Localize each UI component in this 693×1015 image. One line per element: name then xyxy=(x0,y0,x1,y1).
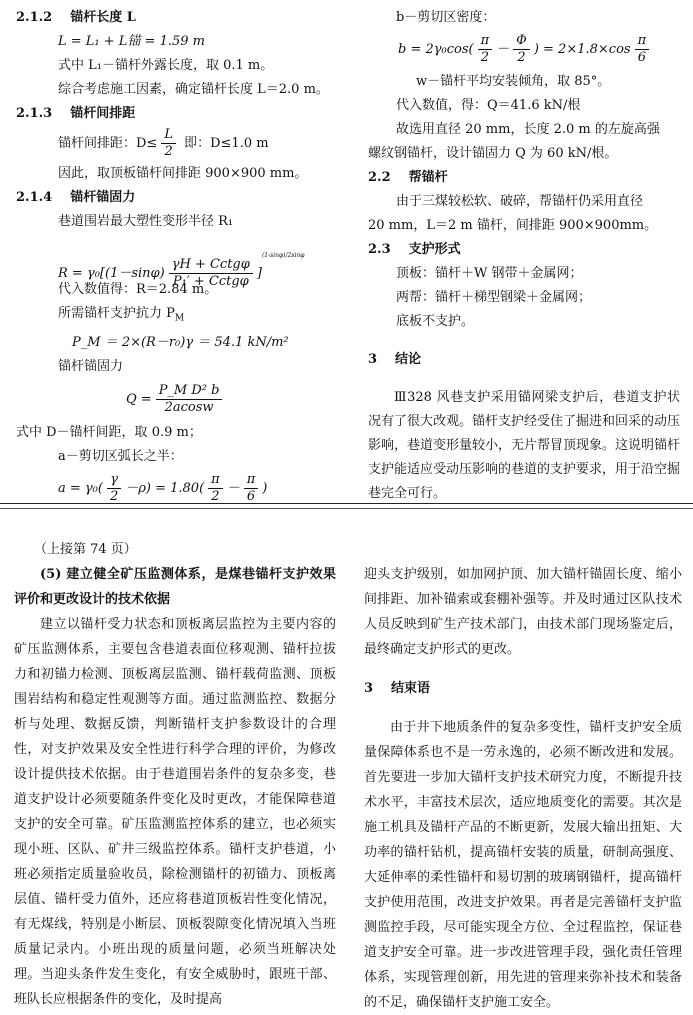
formula-text: － xyxy=(496,42,510,57)
top-left-column xyxy=(16,6,336,509)
fraction xyxy=(244,472,259,505)
section-number: 2.1.3 xyxy=(16,106,53,121)
fraction-numerator: L xyxy=(161,127,176,144)
section-number: 2.1.4 xyxy=(16,190,53,205)
pm-subscript: M xyxy=(174,313,185,324)
formula-radius xyxy=(16,234,336,289)
text-line xyxy=(16,302,336,331)
fraction-numerator: P_M D² b xyxy=(156,383,223,400)
section-title: 结论 xyxy=(395,352,422,367)
text-line: 20 mm，L＝2 m 锚杆，间排距 900×900mm。 xyxy=(368,218,658,233)
fraction-numerator: Φ xyxy=(513,33,530,50)
fraction-denominator: 2 xyxy=(211,488,220,504)
value-line: 代入数值，得：Q＝41.6 kN/根 xyxy=(396,98,581,113)
formula-length: L = L₁ + L锚 = 1.59 m xyxy=(58,34,205,49)
item-heading: (5) 建立健全矿压监测体系，是煤巷锚杆支护效果评价和更改设计的技术依据 xyxy=(14,567,336,607)
section-number: 2.3 xyxy=(368,242,391,257)
fraction xyxy=(513,33,530,66)
definition-line: a－剪切区弧长之半： xyxy=(58,448,183,464)
section-number: 3 xyxy=(368,352,378,367)
support-sides: 两帮：锚杆＋梯型钢梁＋金属网； xyxy=(396,290,592,305)
support-floor: 底板不支护。 xyxy=(396,314,475,329)
section-title: 帮锚杆 xyxy=(408,170,448,185)
continuation-note: （上接第 74 页） xyxy=(34,542,137,557)
text-line: 由于三煤较松软、破碎，帮锚杆仍采用直径 xyxy=(396,194,644,209)
fraction-numerator: γ xyxy=(107,472,121,489)
section-number: 3 xyxy=(364,681,374,696)
definition-line: b－剪切区密度： xyxy=(396,10,496,25)
article-divider-thin xyxy=(0,508,693,509)
section-heading xyxy=(368,238,680,262)
fraction-denominator: 2 xyxy=(109,488,119,504)
section-heading xyxy=(16,102,336,126)
formula-text: － xyxy=(226,480,240,496)
article-divider xyxy=(0,503,693,504)
body-paragraph: 建立以锚杆受力状态和顶板离层监控为主要内容的矿压监测体系，主要包含巷道表面位移观测、锚杆拉拔力和初锚力检测、顶板离层监测、锚杆载荷监测、顶板围岩结构和稳定性观测等方面。通过监测监控、数据分析与处理、数据反馈，判断锚杆支护参数设计的合理性，对支护效果及安全性进行科学合理的评价，为修改设计提供技术依据。由于巷道围岩条件的复杂多变，巷道支护设计必须要随条件变化及时更改，才能保障巷道支护的安全可靠。矿压监测监控体系的建立，也必须实现小班、区队、矿井三级监控体系。锚杆支护巷道，小班必须指定质量验收员，除检测锚杆的初锚力、顶板离层值、锚杆受力值外，还应将巷道顶板岩性变化情况，有无煤线，特别是小断层、顶板裂隙变化情况填入当班质量记录内。小班出现的质量问题，必须当班解决处理。当迎头条件发生变化，有安全威胁时，跟班干部、班队长应根据条件的变化，及时提高 xyxy=(14,617,336,1007)
section-heading xyxy=(16,6,336,30)
conclusion-line: 综合考虑施工因素，确定锚杆长度 L＝2.0 m。 xyxy=(58,82,329,97)
support-roof: 顶板：锚杆＋W 钢带＋金属网； xyxy=(396,266,583,281)
fraction xyxy=(635,33,650,66)
fraction-numerator: π xyxy=(244,472,259,489)
section-title: 锚杆间排距 xyxy=(70,106,136,121)
formula-b xyxy=(368,30,680,70)
section-number: 2.2 xyxy=(368,170,391,185)
formula-spacing xyxy=(16,126,336,162)
formula-text: 锚杆间排距：D≤ xyxy=(58,136,158,151)
formula-q xyxy=(16,379,336,421)
fraction-denominator: P₁′ + Cctgφ xyxy=(172,274,249,289)
body-paragraph: 迎头支护级别，如加网护顶、加大锚杆锚固长度、缩小间排距、加补锚索或套棚补强等。并及时通过区队技术人员反映到矿生产技术部门，由技术部门现场鉴定后，最终确定支护形式的更改。 xyxy=(364,567,682,657)
value-line: 代入数值得：R＝2.84 m。 xyxy=(58,282,218,297)
text-line: 锚杆锚固力 xyxy=(58,358,124,374)
exponent: (1-sinφ)/2sinφ xyxy=(261,252,305,259)
fraction-denominator: 2 xyxy=(517,50,526,65)
text-line: 巷道围岩最大塑性变形半径 R₁ xyxy=(58,214,234,229)
fraction-denominator: 2 xyxy=(480,50,489,65)
fraction-denominator: 6 xyxy=(246,488,256,504)
fraction-denominator: 2 xyxy=(164,144,173,159)
fraction xyxy=(107,472,121,505)
formula-text: ) = 2×1.8×cos xyxy=(533,42,631,57)
definition-line: 式中 L₁－锚杆外露长度，取 0.1 m。 xyxy=(58,58,274,73)
section-heading xyxy=(16,186,336,210)
fraction xyxy=(161,127,176,160)
section-number: 2.1.2 xyxy=(16,10,53,25)
formula-text: Q = xyxy=(126,391,152,407)
formula-pm: P_M ＝ 2×(R－r₀)γ ＝ 54.1 kN/m² xyxy=(72,334,289,350)
top-right-column xyxy=(368,6,680,506)
conclusion-paragraph: Ⅲ328 风巷支护采用锚网梁支护后，巷道支护状况有了很大改观。锚杆支护经受住了掘进和回采的动压影响，巷道变形量较小，无片帮冒顶现象。这说明锚杆支护能适应受动压影响的巷道的支护要求，用于沿空掘巷完全可行。 xyxy=(368,390,681,501)
section-title: 锚杆锚固力 xyxy=(70,190,136,205)
fraction xyxy=(208,472,223,505)
formula-text: R = γ₀[(1－sinφ) xyxy=(58,266,165,281)
fraction-denominator: 6 xyxy=(637,50,646,65)
formula-text: ) xyxy=(262,480,268,496)
formula-text: ] xyxy=(256,266,262,281)
conclusion-line: 因此，取顶板锚杆间排距 900×900 mm。 xyxy=(58,166,308,181)
formula-text: －ρ) = 1.80( xyxy=(125,480,205,496)
fraction-numerator: γH + Cctgφ xyxy=(169,257,253,274)
fraction-numerator: π xyxy=(478,33,493,50)
section-heading xyxy=(364,676,682,701)
text-line: 螺纹钢锚杆，设计锚固力 Q 为 60 kN/根。 xyxy=(368,146,618,161)
definition-line: w－锚杆平均安装倾角，取 85°。 xyxy=(416,74,611,89)
fraction-numerator: π xyxy=(635,33,650,50)
formula-text: a = γ₀( xyxy=(58,480,103,496)
fraction-numerator: π xyxy=(208,472,223,489)
bottom-left-column xyxy=(14,537,336,1012)
section-title: 支护形式 xyxy=(408,242,461,257)
pm-text: 所需锚杆支护抗力 P xyxy=(58,306,175,321)
section-heading xyxy=(368,348,680,372)
section-heading xyxy=(368,166,680,190)
fraction-denominator: 2acosw xyxy=(164,399,214,415)
bottom-right-column xyxy=(364,562,682,1015)
fraction xyxy=(478,33,493,66)
text-line: 故选用直径 20 mm，长度 2.0 m 的左旋高强 xyxy=(396,122,660,137)
section-title: 结束语 xyxy=(391,681,431,696)
fraction xyxy=(156,383,223,416)
formula-text: 即：D≤1.0 m xyxy=(179,136,269,151)
formula-text: b = 2γ₀cos( xyxy=(398,42,474,57)
definition-line: 式中 D－锚杆间距，取 0.9 m； xyxy=(16,424,202,440)
body-paragraph: 由于井下地质条件的复杂多变性，锚杆支护安全质量保障体系也不是一劳永逸的，必须不断改进和发展。首先要进一步加大锚杆支护技术研究力度，不断提升技术水平，丰富技术层次，适应地质变化的需要。其次是施工机具及锚杆产品的不断更新，发展大输出扭矩、大功率的锚杆钻机，提高锚杆安装的质量，研制高强度、大延伸率的柔性锚杆和易切割的玻璃钢锚杆，提高锚杆支护使用范围，改进支护效果。再者是完善锚杆支护监测监控手段，尽可能实现全方位、全过程监控，保证巷道支护安全可靠。进一步改进管理手段，强化责任管理体系，实现管理创新，用先进的管理来弥补技术和装备的不足，确保锚杆支护施工安全。 xyxy=(364,720,682,1010)
section-title: 锚杆长度 L xyxy=(70,10,136,25)
